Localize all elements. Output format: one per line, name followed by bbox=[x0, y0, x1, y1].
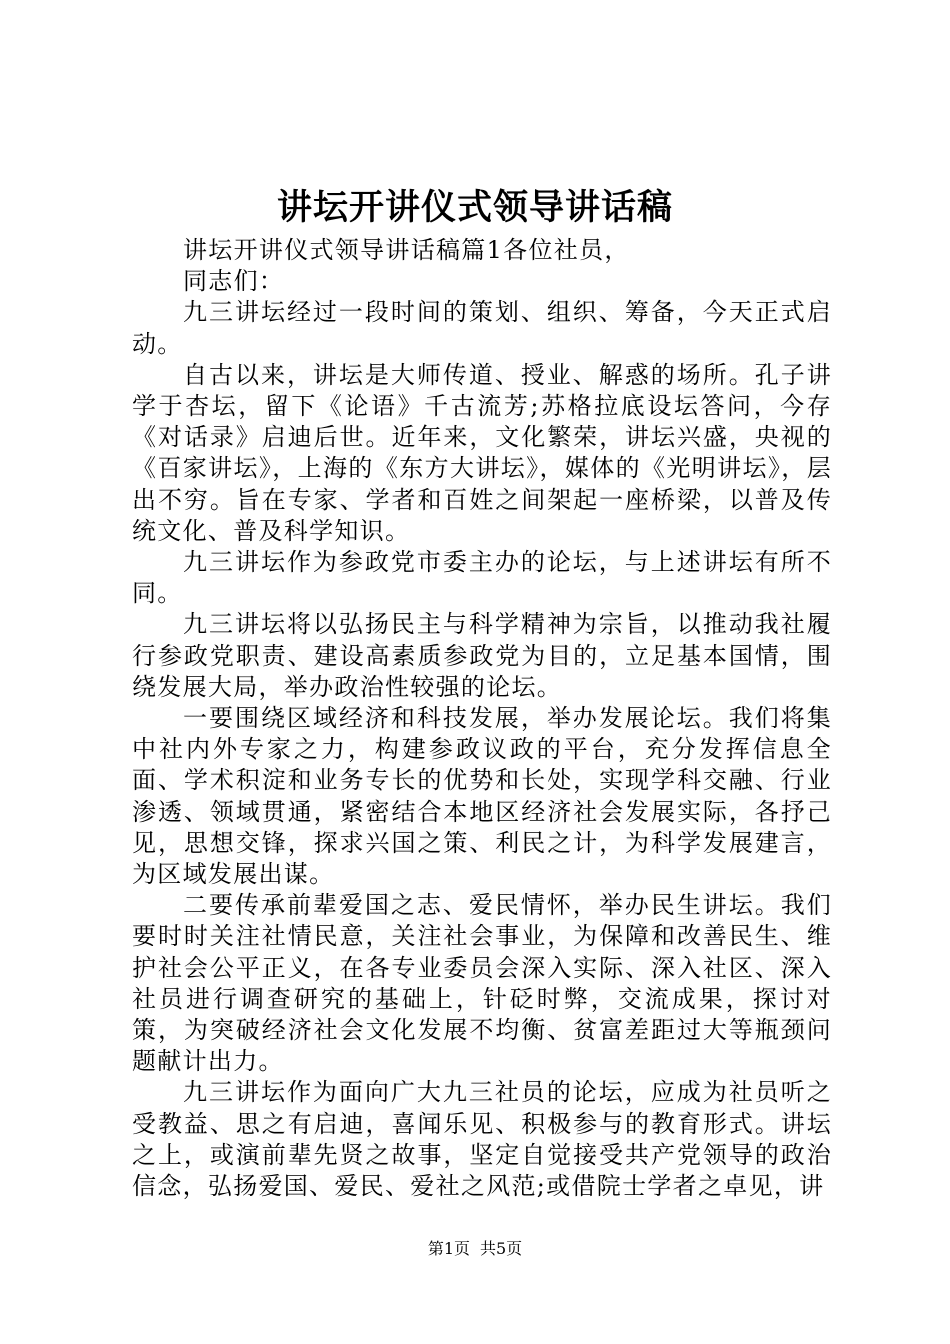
paragraph: 自古以来，讲坛是大师传道、授业、解惑的场所。孔子讲学于杏坛，留下《论语》千古流芳;苏格拉底设坛答问，今存《对话录》启迪后世。近年来，文化繁荣，讲坛兴盛，央视的《百家讲坛》，上海的《东方大讲坛》，媒体的《光明讲坛》，层出不穷。旨在专家、学者和百姓之间架起一座桥梁，以普及传统文化、普及科学知识。 bbox=[132, 360, 832, 545]
paragraph: 一要围绕区域经济和科技发展，举办发展论坛。我们将集中社内外专家之力，构建参政议政的平台，充分发挥信息全面、学术积淀和业务专长的优势和长处，实现学科交融、行业渗透、领域贯通，紧密结合本地区经济社会发展实际，各抒己见，思想交锋，探求兴国之策、利民之计，为科学发展建言，为区域发展出谋。 bbox=[132, 704, 832, 889]
page-total: 共5页 bbox=[480, 1239, 523, 1258]
document-title: 讲坛开讲仪式领导讲话稿 bbox=[276, 188, 673, 228]
paragraph: 九三讲坛经过一段时间的策划、组织、筹备，今天正式启动。 bbox=[132, 298, 832, 358]
paragraph: 二要传承前辈爱国之志、爱民情怀，举办民生讲坛。我们要时时关注社情民意，关注社会事业，为保障和改善民生、维护社会公平正义，在各专业委员会深入实际、深入社区、深入社员进行调查研究的基础上，针砭时弊，交流成果，探讨对策，为突破经济社会文化发展不均衡、贫富差距过大等瓶颈问题献计出力。 bbox=[132, 891, 832, 1076]
paragraph: 九三讲坛将以弘扬民主与科学精神为宗旨，以推动我社履行参政党职责、建设高素质参政党为目的，立足基本国情，围绕发展大局，举办政治性较强的论坛。 bbox=[132, 610, 832, 701]
page-number: 第1页 bbox=[427, 1239, 470, 1258]
paragraph: 同志们： bbox=[183, 267, 285, 296]
paragraph: 讲坛开讲仪式领导讲话稿篇1各位社员， bbox=[183, 236, 630, 264]
page-footer bbox=[0, 1238, 950, 1260]
document-body bbox=[132, 235, 832, 1202]
paragraph: 九三讲坛作为参政党市委主办的论坛，与上述讲坛有所不同。 bbox=[132, 548, 832, 608]
paragraph: 九三讲坛作为面向广大九三社员的论坛，应成为社员听之受教益、思之有启迪，喜闻乐见、积极参与的教育形式。讲坛之上，或演前辈先贤之故事，坚定自觉接受共产党领导的政治信念，弘扬爱国、爱民、爱社之风范;或借院士学者之卓见，讲 bbox=[132, 1078, 832, 1201]
